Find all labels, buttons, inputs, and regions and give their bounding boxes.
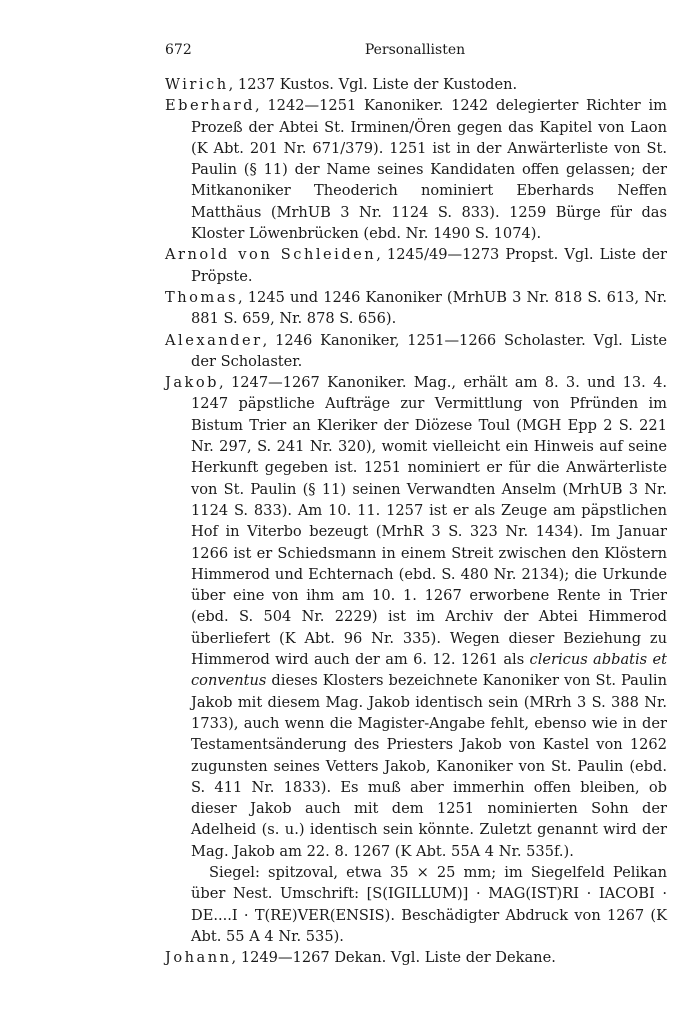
entry-text: , 1242—1251 Kanoniker. 1242 delegierter Richter im Prozeß der Abtei St. Irminen/Ören gegen das Kapitel von Laon (K Abt. 201 Nr. 671/379). 1251 ist in der Anwärterliste von St. Paulin (§ 11) der Name seines Kandidaten offen gelassen; der Mitkanoniker Theoderich nominiert Eberhards Neffen Matthäus (MrhUB 3 Nr. 1124 S. 833). 1259 Bürge für das Kloster Löwenbrücken (ebd. Nr. 1490 S. 1074). [191, 97, 667, 243]
body-text [165, 74, 667, 968]
entry-name: Eberhard [165, 97, 256, 115]
entry-text: , 1237 Kustos. Vgl. Liste der Kustoden. [228, 76, 518, 93]
running-head: Personallisten [364, 42, 466, 58]
entry-johann [165, 947, 667, 968]
entry-text: , 1247—1267 Kanoniker. Mag., erhält am 8. 3. und 13. 4. 1247 päpstliche Aufträge zur Vermittlung von Pfründen im Bistum Trier an Kleriker der Diözese Toul (MGH Epp 2 S. 221 Nr. 297, S. 241 Nr. 320), womit vielleicht ein Hinweis auf seine Herkunft gegeben ist. 1251 nominiert er für die Anwärterliste von St. Paulin (§ 11) seinen Verwandten Anselm (MrhUB 3 Nr. 1124 S. 833). Am 10. 11. 1257 ist er als Zeuge am päpstlichen Hof in Viterbo bezeugt (MrhR 3 S. 323 Nr. 1434). Im Januar 1266 ist er Schiedsmann in einem Streit zwischen den Klöstern Himmerod und Echternach (ebd. S. 480 Nr. 2134); die Urkunde über eine von ihm am 10. 1. 1267 erworbene Rente in Trier (ebd. S. 504 Nr. 2229) ist im Archiv der Abtei Himmerod überliefert (K Abt. 96 Nr. 335). Wegen dieser Beziehung zu Himmerod wird auch der am 6. 12. 1261 als [191, 374, 667, 669]
page-header [165, 42, 665, 62]
entry-name: Wirich [165, 76, 229, 93]
entry-arnold-von-schleiden [165, 244, 667, 287]
seal-description: Siegel: spitzoval, etwa 35 × 25 mm; im Siegelfeld Pelikan über Nest. Umschrift: [S(IGILLUM)] · MAG(IST)RI · IACOBI · DE....I · T(RE)VER(ENSIS). Beschädigter Abdruck von 1267 (K Abt. 55 A 4 Nr. 535). [191, 863, 667, 945]
entry-text: , 1245 und 1246 Kanoniker (MrhUB 3 Nr. 818 S. 613, Nr. 881 S. 659, Nr. 878 S. 656). [191, 288, 667, 328]
entry-text: , 1249—1267 Dekan. Vgl. Liste der Dekane. [231, 949, 556, 967]
entry-eberhard [165, 95, 667, 244]
entry-wirich [165, 74, 667, 95]
entry-text: , 1246 Kanoniker, 1251—1266 Scholaster. Vgl. Liste der Scholaster. [191, 331, 667, 370]
entry-text-continued: dieses Klosters bezeichnete Kanoniker von St. Paulin Jakob mit diesem Mag. Jakob identisch sein (MRrh 3 S. 388 Nr. 1733), auch wenn die Magister-Angabe fehlt, ebenso wie in der Testamentsänderung des Priesters Jakob von Kastel von 1262 zugunsten seines Vetters Jakob, Kanoniker von St. Paulin (ebd. S. 411 Nr. 1833). Es muß aber immerhin offen bleiben, ob dieser Jakob auch mit dem 1251 nominierten Sohn der Adelheid (s. u.) identisch sein könnte. Zuletzt genannt wird der Mag. Jakob am 22. 8. 1267 (K Abt. 55A 4 Nr. 535f.). [191, 672, 667, 860]
entry-name: Arnold von Schleiden [165, 246, 377, 264]
entry-alexander [165, 330, 667, 373]
page-number: 672 [165, 42, 192, 58]
entry-name: Jakob [165, 374, 220, 392]
entry-name: Alexander [165, 331, 263, 349]
entry-thomas [165, 287, 667, 330]
entry-name: Johann [165, 949, 232, 967]
entry-text: , 1245/49—1273 Propst. Vgl. Liste der Pröpste. [191, 246, 667, 285]
entry-italic-text: clericus abbatis et conventus [191, 651, 667, 690]
entry-name: Thomas [165, 288, 238, 306]
entry-jakob [165, 372, 667, 862]
